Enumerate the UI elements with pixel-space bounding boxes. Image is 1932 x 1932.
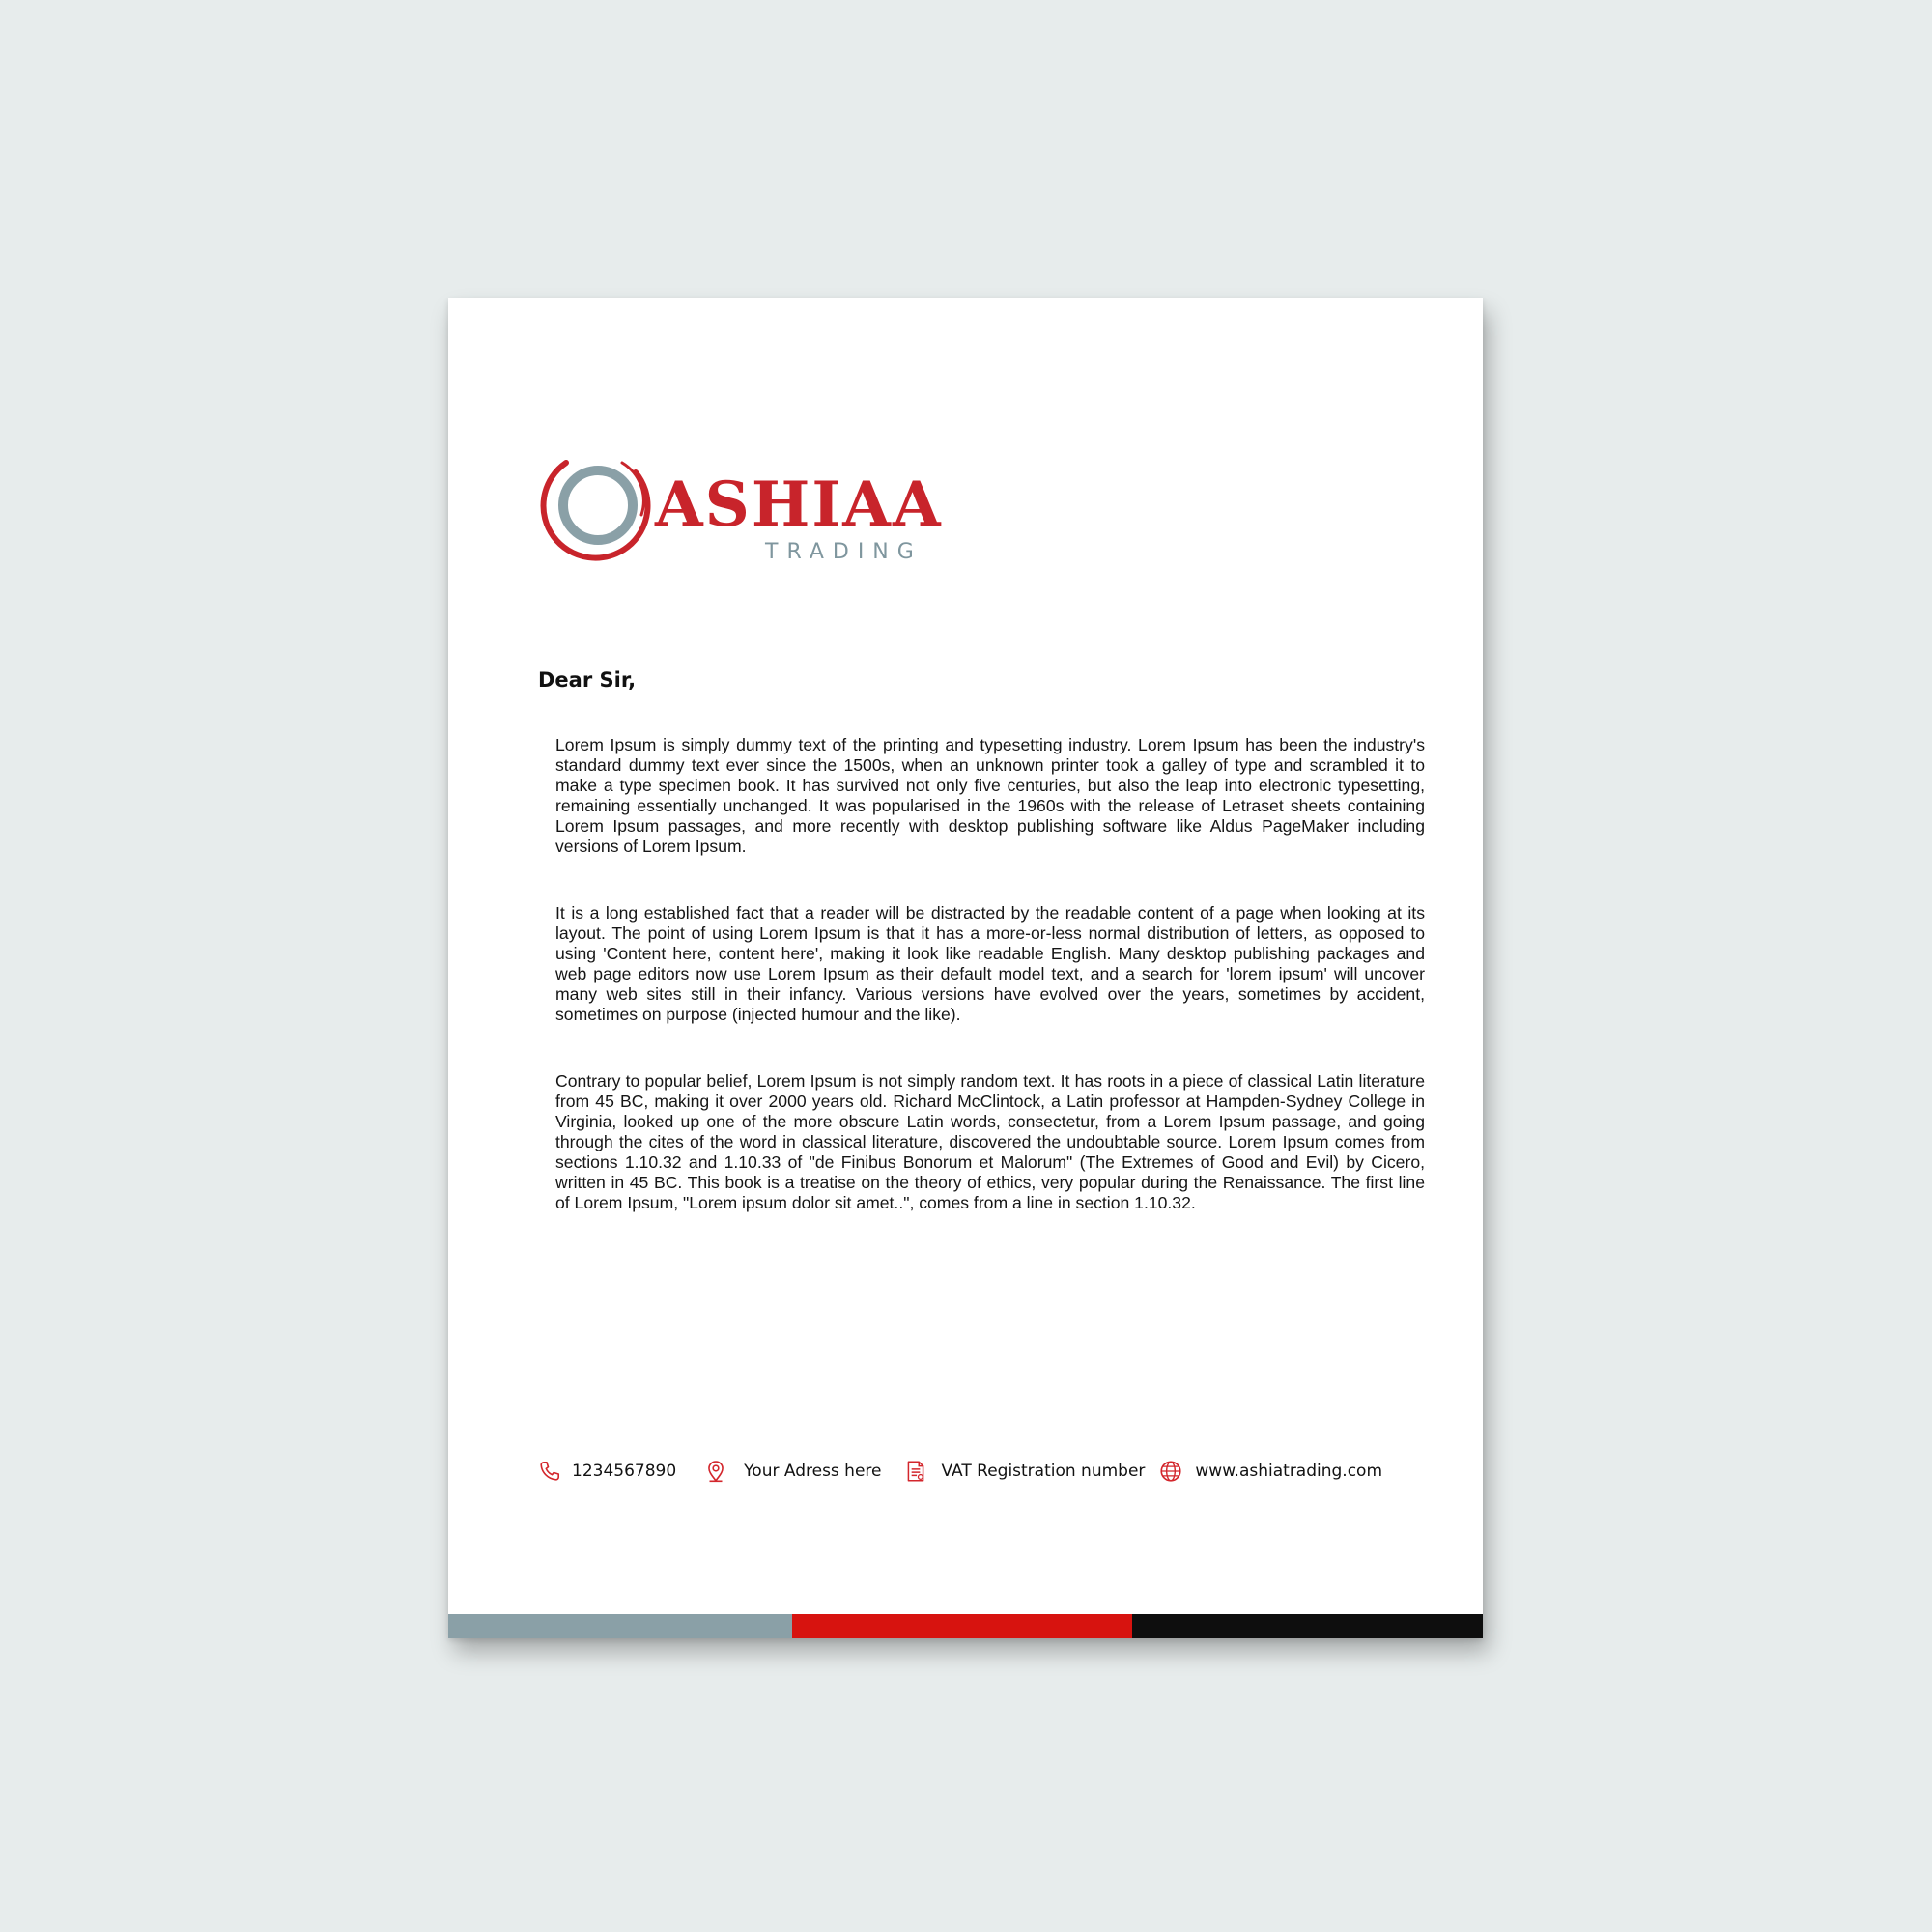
contact-phone-text: 1234567890 [572, 1462, 677, 1481]
footer-bar-red [792, 1614, 1132, 1638]
contact-website-text[interactable]: www.ashiatrading.com [1195, 1462, 1383, 1481]
letter-paragraph: Contrary to popular belief, Lorem Ipsum is not simply random text. It has roots in a piece of classical Latin literature from 45 BC, making it over 2000 years old. Richard McClintock, a Latin professor at Hampden-Sydney College in Virginia, looked up one of the more obscure Latin words, consectetur, from a Lorem Ipsum passage, and going through the cites of the word in classical literature, discovered the undoubtable source. Lorem Ipsum comes from sections 1.10.32 and 1.10.33 of "de Finibus Bonorum et Malorum" (The Extremes of Good and Evil) by Cicero, written in 45 BC. This book is a treatise on the theory of ethics, very popular during the Renaissance. The first line of Lorem Ipsum, "Lorem ipsum dolor sit amet..", comes from a line in section 1.10.32. [555, 1071, 1425, 1212]
contact-address [703, 1459, 881, 1484]
contact-address-text: Your Adress here [744, 1462, 882, 1481]
letterhead-page [448, 298, 1483, 1638]
company-logo [537, 445, 952, 581]
globe-icon [1158, 1459, 1183, 1484]
letter-paragraph: It is a long established fact that a reader will be distracted by the readable content of a page when looking at its layout. The point of using Lorem Ipsum is that it has a more-or-less normal distribution of letters, as opposed to using 'Content here, content here', making it look like readable English. Many desktop publishing packages and web page editors now use Lorem Ipsum as their default model text, and a search for 'lorem ipsum' will uncover many web sites still in their infancy. Various versions have evolved over the years, sometimes by accident, sometimes on purpose (injected humour and the like). [555, 903, 1425, 1024]
document-icon [903, 1459, 928, 1484]
contact-vat-text: VAT Registration number [941, 1462, 1146, 1481]
footer-bar-black [1132, 1614, 1483, 1638]
letter-greeting: Dear Sir, [538, 668, 637, 692]
letter-body [555, 735, 1425, 1260]
logo-subtitle: TRADING [765, 540, 923, 564]
logo-ring-icon [537, 445, 658, 566]
contact-website[interactable] [1158, 1459, 1382, 1484]
location-pin-icon [703, 1459, 728, 1484]
logo-wordmark: ASHIAA [655, 469, 943, 541]
contact-phone [537, 1459, 676, 1484]
footer-bar-grey [448, 1614, 792, 1638]
phone-icon [537, 1459, 562, 1484]
contact-footer [537, 1456, 1426, 1487]
letter-paragraph: Lorem Ipsum is simply dummy text of the printing and typesetting industry. Lorem Ipsum has been the industry's standard dummy text ever since the 1500s, when an unknown printer took a galley of type and scrambled it to make a type specimen book. It has survived not only five centuries, but also the leap into electronic typesetting, remaining essentially unchanged. It was popularised in the 1960s with the release of Letraset sheets containing Lorem Ipsum passages, and more recently with desktop publishing software like Aldus PageMaker including versions of Lorem Ipsum. [555, 735, 1425, 856]
contact-vat [903, 1459, 1146, 1484]
